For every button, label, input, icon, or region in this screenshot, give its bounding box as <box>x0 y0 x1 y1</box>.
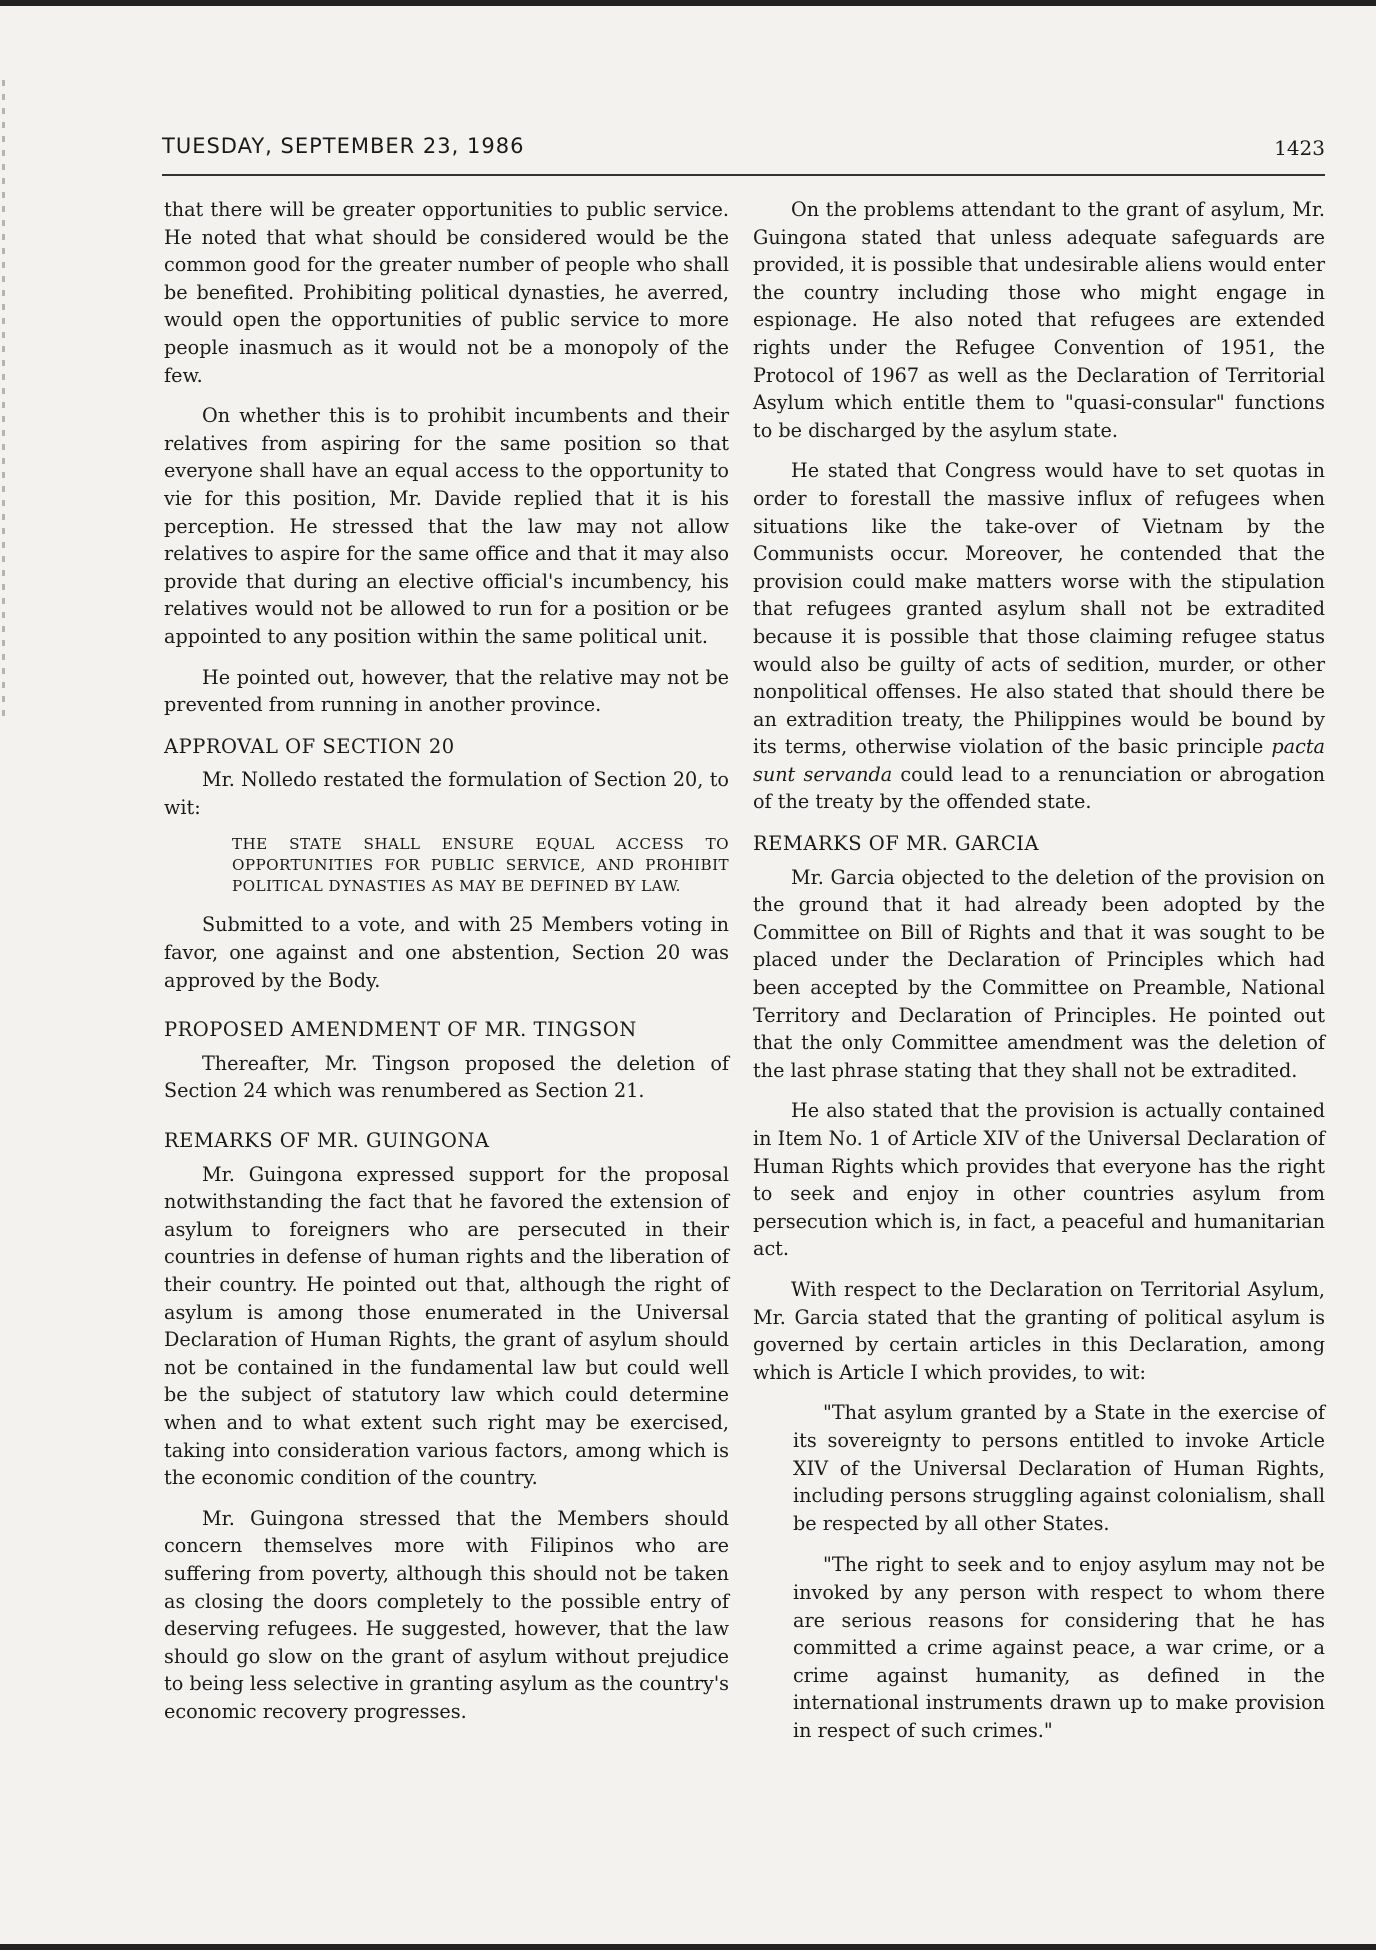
paragraph: Submitted to a vote, and with 25 Members voting in favor, one against and one abstention, Section 20 was approved by the Body. <box>164 913 729 992</box>
paragraph-text: could lead to a renunciation or abrogation of the treaty by the offended state. <box>753 762 1325 814</box>
block-quote: "The right to seek and to enjoy asylum may not be invoked by any person with respect to whom there are serious reasons for considering that he has committed a crime against peace, a war crime, or a crime against humanity, as defined in the international instruments drawn up to make provision in respect of such crimes." <box>793 1553 1325 1742</box>
page-header <box>162 134 1325 176</box>
paragraph: Mr. Guingona expressed support for the proposal notwithstanding the fact that he favored the extension of asylum to foreigners who are persecuted in their countries in defense of human rights and the liberation of their country. He pointed out that, although the right of asylum is among those enumerated in the Universal Declaration of Human Rights, the grant of asylum should not be contained in the fundamental law but could well be the subject of statutory law which could determine when and to what extent such right may be exercised, taking into consideration various factors, among which is the economic condition of the country. <box>164 1162 729 1490</box>
paragraph: With respect to the Declaration on Territorial Asylum, Mr. Garcia stated that the granting of political asylum is governed by certain articles in this Declaration, among which is Article I which provides, to wit: <box>753 1277 1325 1384</box>
paragraph: Mr. Garcia objected to the deletion of the provision on the ground that it had already been adopted by the Committee on Bill of Rights and that it was sought to be placed under the Declaration of Principles which had been accepted by the Committee on Preamble, National Territory and Declaration of Principles. He pointed out that the only Committee amendment was the deletion of the last phrase stating that they shall not be extradited. <box>753 865 1325 1082</box>
top-border-rule <box>0 0 1376 6</box>
paragraph: On the problems attendant to the grant of asylum, Mr. Guingona stated that unless adequate safeguards are provided, it is possible that undesirable aliens would enter the country including those who might engage in espionage. He also noted that refugees are extended rights under the Refugee Convention of 1951, the Protocol of 1967 as well as the Declaration of Territorial Asylum which entitle them to "quasi-consular" functions to be discharged by the asylum state. <box>753 198 1325 442</box>
scan-edge-mark <box>2 80 5 720</box>
paragraph: On whether this is to prohibit incumbents and their relatives from aspiring for the same position so that everyone shall have an equal access to the opportunity to vie for this position, Mr. Davide replied that it is his perception. He stressed that the law may not allow relatives to aspire for the same office and that it may also provide that during an elective official's incumbency, his relatives would not be allowed to run for a position or be appointed to any position within the same political unit. <box>164 404 729 648</box>
section-heading: REMARKS OF MR. GUINGONA <box>164 1129 490 1153</box>
paragraph: He also stated that the provision is actually contained in Item No. 1 of Article XIV of the Universal Declaration of Human Rights which provides that everyone has the right to seek and enjoy in other countries asylum from persecution which is, in fact, a peaceful and humanitarian act. <box>753 1099 1325 1261</box>
latin-phrase: pacta sunt servanda <box>753 735 1325 786</box>
paragraph: He pointed out, however, that the relative may not be prevented from running in another province. <box>164 665 729 717</box>
section-heading: REMARKS OF MR. GARCIA <box>753 832 1040 856</box>
paragraph: Mr. Guingona stressed that the Members should concern themselves more with Filipinos who are suffering from poverty, although this should not be taken as closing the doors completely to the possible entry of deserving refugees. He suggested, however, that the law should go slow on the grant of asylum without prejudice to being less selective in granting asylum as the country's economic recovery progresses. <box>164 1506 729 1723</box>
paragraph: that there will be greater opportunities to public service. He noted that what should be considered would be the common good for the greater number of people who shall be benefited. Prohibiting political dynasties, he averred, would open the opportunities of public service to more people inasmuch as it would not be a monopoly of the few. <box>164 198 729 387</box>
section-heading: APPROVAL OF SECTION 20 <box>164 734 455 758</box>
block-quote: "That asylum granted by a State in the exercise of its sovereignty to persons entitled to invoke Article XIV of the Universal Declaration of Human Rights, including persons struggling against colonialism, shall be respected by all other States. <box>793 1401 1325 1535</box>
left-column <box>164 196 729 1739</box>
bottom-border-rule <box>0 1944 1376 1950</box>
header-date: TUESDAY, SEPTEMBER 23, 1986 <box>162 134 525 158</box>
quoted-provision: THE STATE SHALL ENSURE EQUAL ACCESS TO OPPORTUNITIES FOR PUBLIC SERVICE, AND PROHIBIT POLITICAL DYNASTIES AS MAY BE DEFINED BY LAW. <box>232 835 729 896</box>
page-number: 1423 <box>1274 136 1325 160</box>
section-heading: PROPOSED AMENDMENT OF MR. TINGSON <box>164 1018 637 1042</box>
paragraph-text: He stated that Congress would have to set quotas in order to forestall the massive influx of refugees when situations like the take-over of Vietnam by the Communists occur. Moreover, he contended that the provision could make matters worse with the stipulation that refugees granted asylum shall not be extradited because it is possible that those claiming refugee status would also be guilty of acts of sedition, murder, or other nonpolitical offenses. He also stated that should there be an extradition treaty, the Philippines would be bound by its terms, otherwise violation of the basic principle <box>753 459 1325 759</box>
paragraph: Thereafter, Mr. Tingson proposed the deletion of Section 24 which was renumbered as Section 21. <box>164 1051 729 1103</box>
paragraph <box>753 457 1325 816</box>
right-column <box>753 196 1325 1758</box>
paragraph: Mr. Nolledo restated the formulation of Section 20, to wit: <box>164 768 729 819</box>
